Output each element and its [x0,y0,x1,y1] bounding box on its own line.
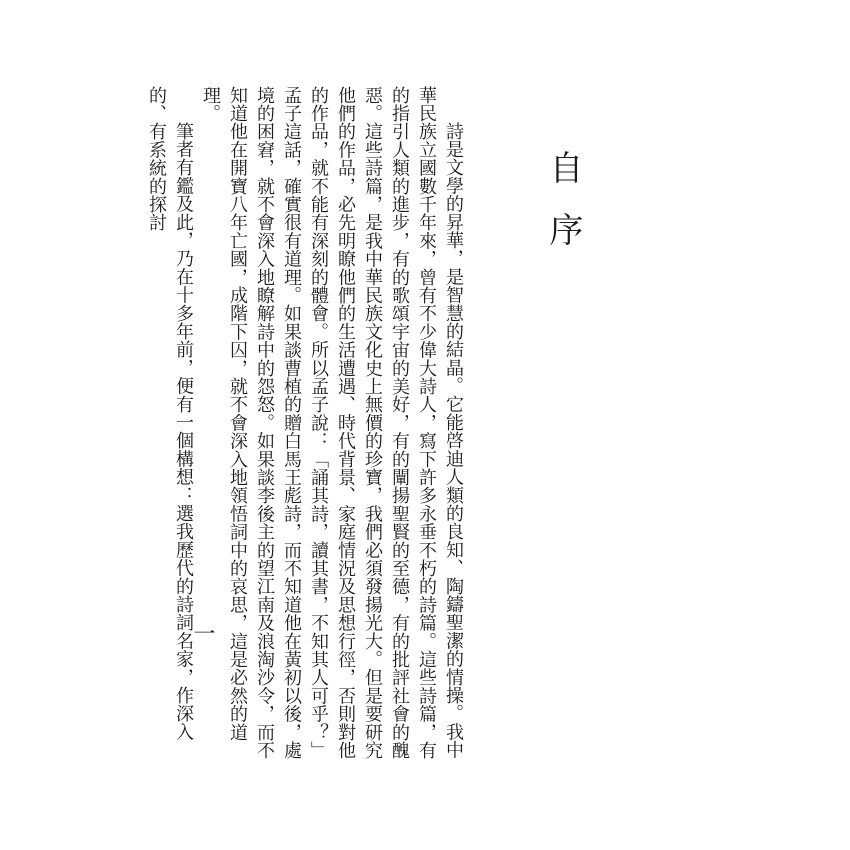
page-title: 自序 [543,150,583,274]
page-number: 一 [190,622,215,644]
paragraph-2: 筆者有鑑及此，乃在十多年前，便有一個構想：選我歷代的詩詞名家，作深入的、有系統的探討 [146,86,194,741]
preface-body [143,86,467,776]
paragraph-1: 詩是文學的昇華，是智慧的結晶。它能啓迪人類的良知、陶鑄聖潔的情操。我中華民族立國數千年來，曾有不少偉大詩人，寫下許多永垂不朽的詩篇。這些詩篇，有的指引人類的進步，有的歌頌宇宙的美好，有的闡揚聖賢的至德，有的批評社會的醜惡。這些詩篇，是我中華民族文化史上無價的珍寶，我們必須發揚光大。但是要研究他們的作品，必先明瞭他們的生活遭遇、時代背景、家庭情況及思想行徑，否則對他的作品，就不能有深刻的體會。所以孟子說：「誦其詩，讀其書，不知其人可乎？」孟子這話，確實很有道理。如果談曹植的贈白馬王彪詩，而不知道他在黃初以後，處境的困窘，就不會深入地瞭解詩中的怨怒。如果談李後主的望江南及浪淘沙令，而不知道他在開寶八年亡國，成階下囚，就不會深入地領悟詞中的哀思，這是必然的道理。 [200,86,464,760]
